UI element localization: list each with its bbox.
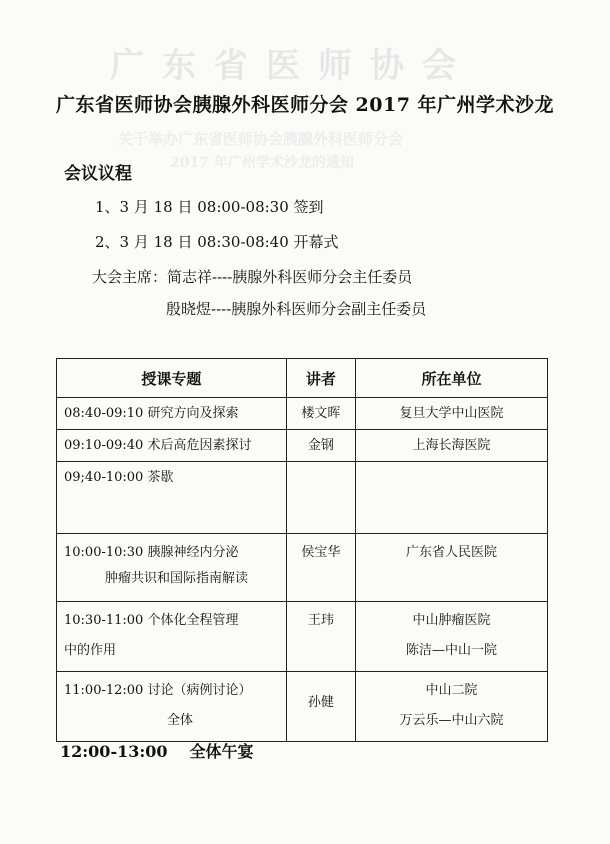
speaker-cell: 王玮 [286, 602, 355, 672]
header-topic: 授课专题 [57, 359, 287, 398]
conference-chair: 殷晓煜----胰腺外科医师分会副主任委员 [166, 300, 427, 318]
agenda-item: 2、3 月 18 日 08:30-08:40 开幕式 [95, 233, 339, 251]
unit-cell: 复旦大学中山医院 [356, 398, 548, 430]
document-title: 广东省医师协会胰腺外科医师分会 2017 年广州学术沙龙 [55, 94, 555, 116]
bleed-through-watermark: 广东省医师协会 [110, 46, 474, 86]
topic-cell: 11:00-12:00 讨论（病例讨论） 全体 [57, 672, 287, 742]
bleed-through-watermark: 2017 年广州学术沙龙的通知 [170, 155, 354, 171]
speaker-cell: 侯宝华 [286, 534, 355, 602]
table-row [57, 672, 548, 742]
unit-cell: 中山二院 万云乐—中山六院 [356, 672, 548, 742]
speaker-cell: 金钢 [286, 430, 355, 462]
table-row [57, 398, 548, 430]
unit-cell: 广东省人民医院 [356, 534, 548, 602]
speaker-cell [286, 462, 355, 534]
lunch-line [60, 739, 254, 762]
section-heading: 会议议程 [64, 164, 132, 184]
table-row [57, 462, 548, 534]
table-row [57, 534, 548, 602]
agenda-item: 1、3 月 18 日 08:00-08:30 签到 [95, 198, 324, 216]
bleed-through-watermark: 关于举办广东省医师协会胰腺外科医师分会 [118, 130, 404, 148]
topic-cell: 08:40-09:10 研究方向及探索 [57, 398, 287, 430]
lunch-label: 全体午宴 [189, 742, 254, 761]
table-row [57, 430, 548, 462]
speaker-cell: 孙健 [286, 672, 355, 742]
conference-chair: 大会主席：简志祥----胰腺外科医师分会主任委员 [92, 268, 413, 286]
speaker-cell: 楼文晖 [286, 398, 355, 430]
topic-cell: 09:10-09:40 术后高危因素探讨 [57, 430, 287, 462]
topic-cell: 10:30-11:00 个体化全程管理 中的作用 [57, 602, 287, 672]
unit-cell: 中山肿瘤医院 陈洁—中山一院 [356, 602, 548, 672]
header-speaker: 讲者 [286, 359, 355, 398]
topic-cell: 09;40-10:00 茶歇 [57, 462, 287, 534]
header-unit: 所在单位 [356, 359, 548, 398]
table-row [57, 602, 548, 672]
schedule-table [56, 358, 548, 742]
table-header-row [57, 359, 548, 398]
topic-cell: 10:00-10:30 胰腺神经内分泌 肿瘤共识和国际指南解读 [57, 534, 287, 602]
lunch-time: 12:00-13:00 [60, 742, 168, 761]
unit-cell: 上海长海医院 [356, 430, 548, 462]
unit-cell [356, 462, 548, 534]
